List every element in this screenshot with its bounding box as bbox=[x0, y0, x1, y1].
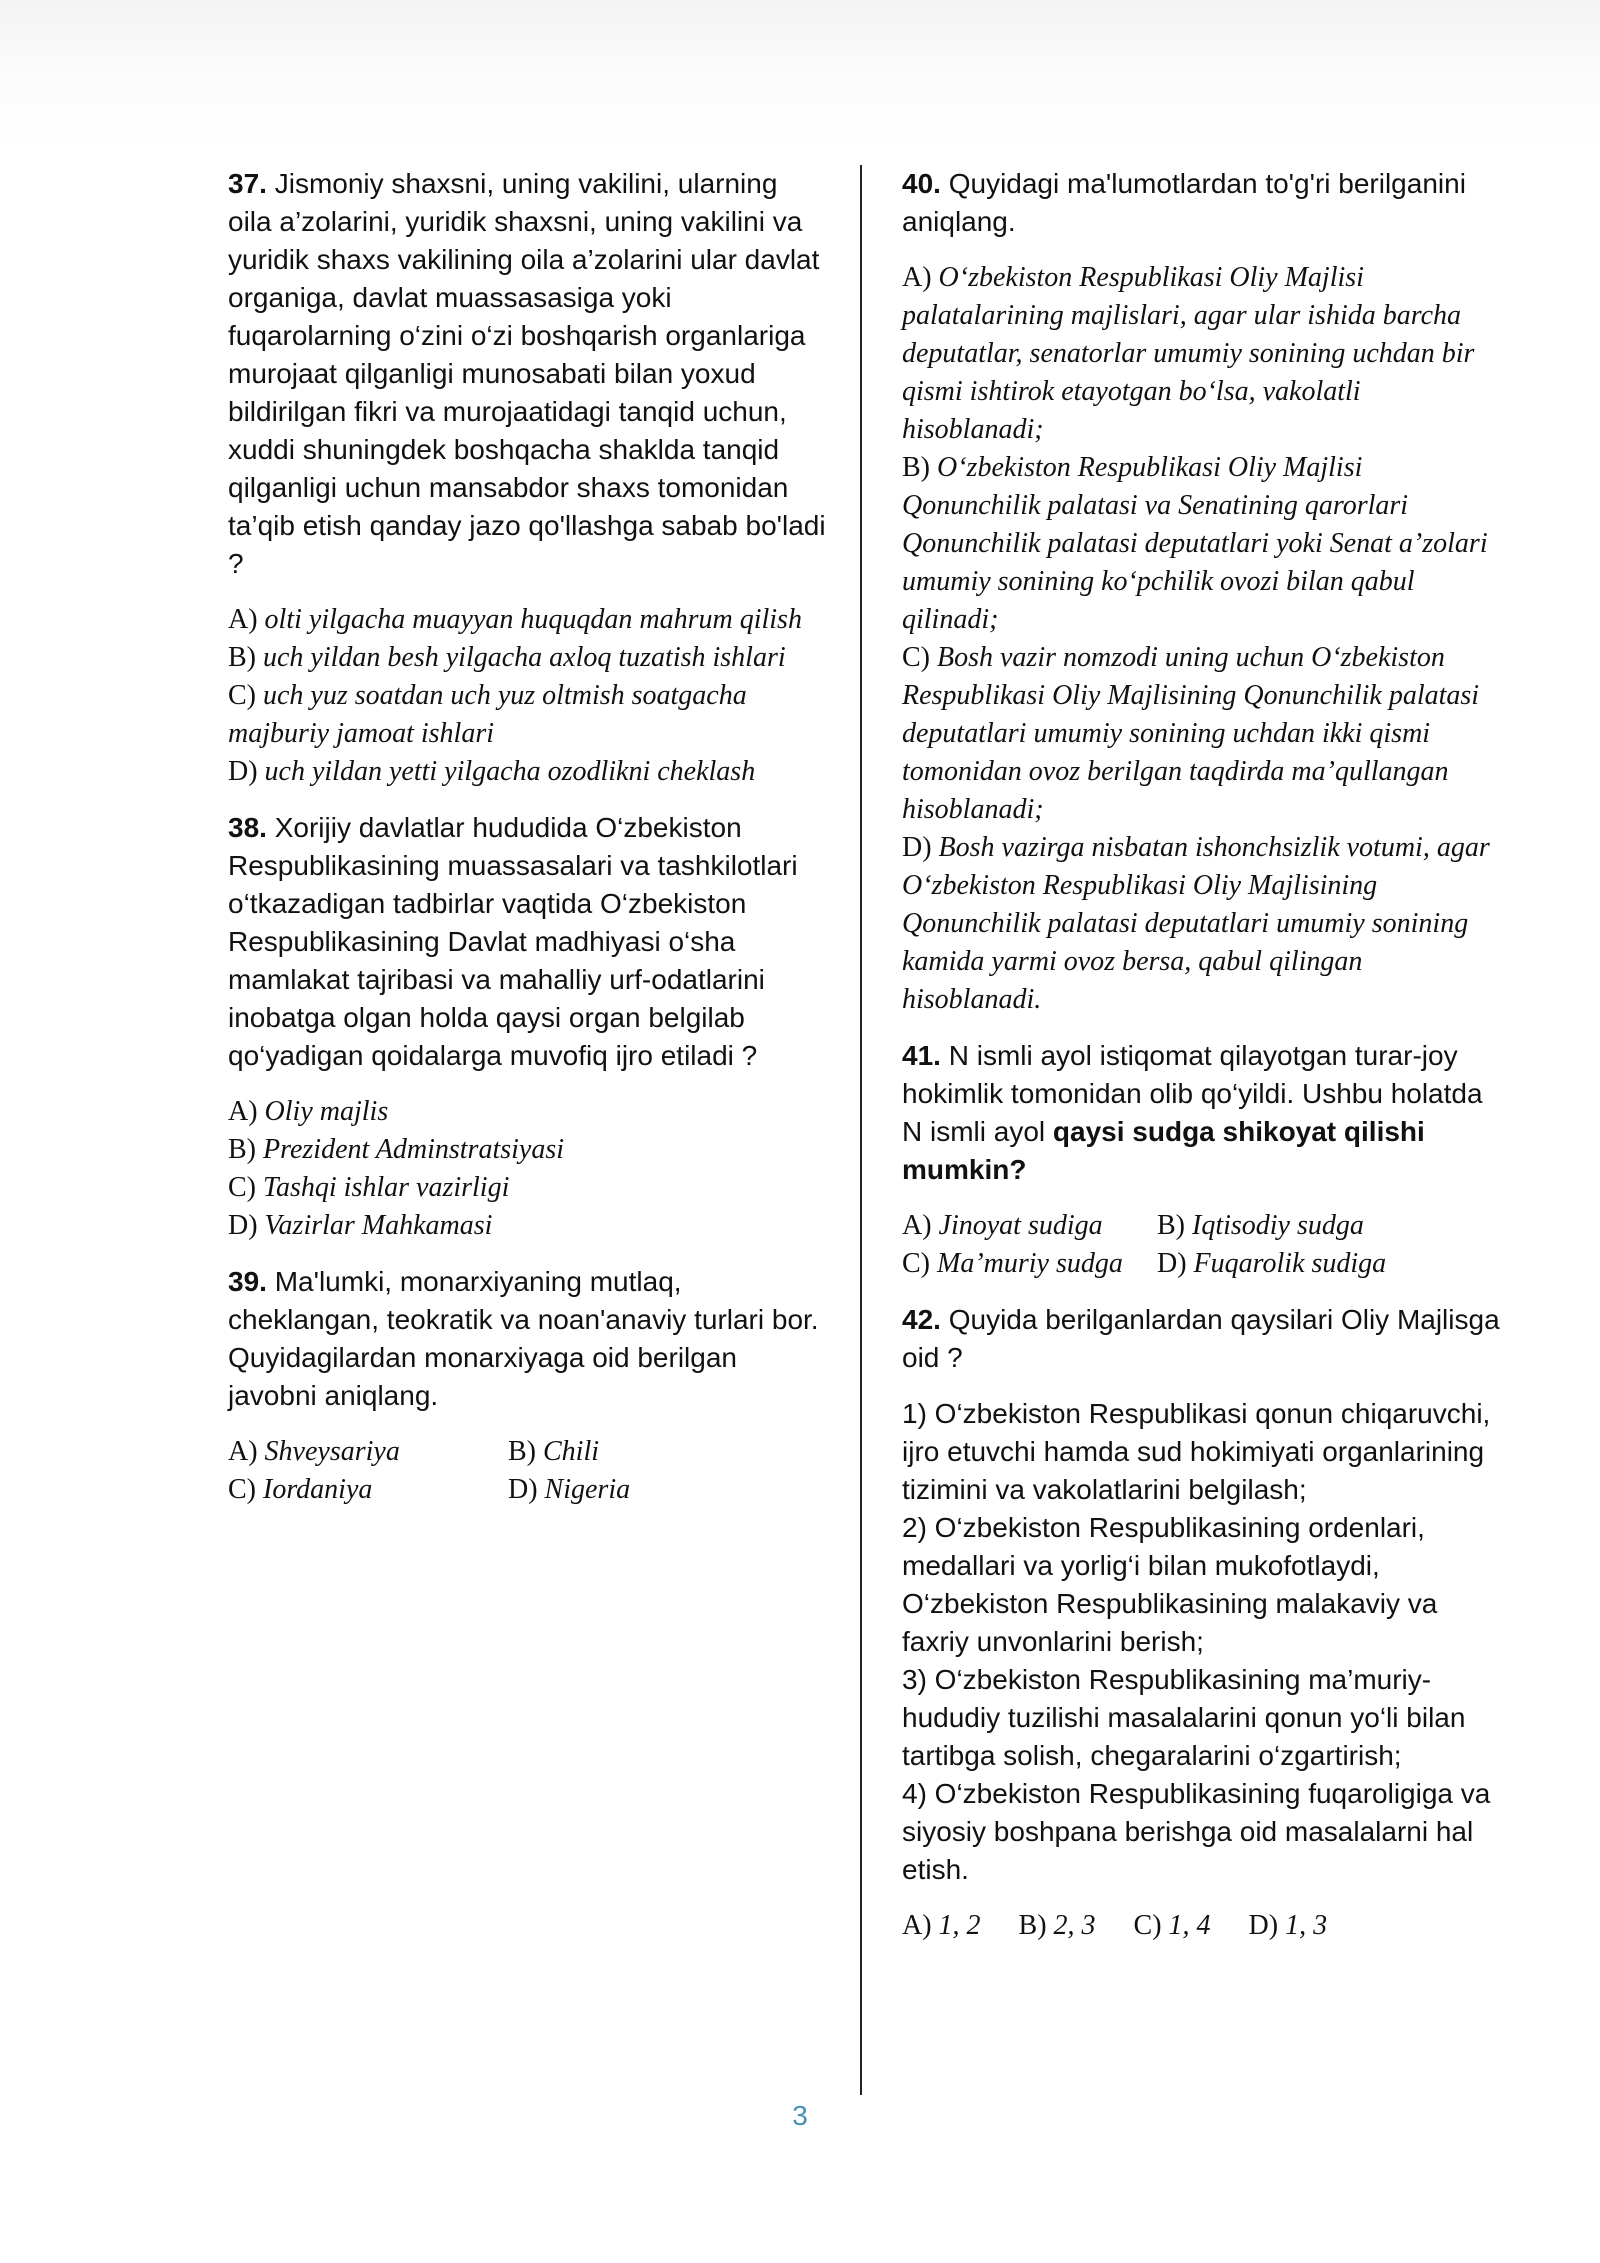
option-a: A) Oliy majlis bbox=[228, 1096, 389, 1127]
question-text: Quyida berilganlardan qaysilari Oliy Majlisga oid ? bbox=[902, 1304, 1500, 1373]
answer-options bbox=[228, 601, 828, 791]
option-c: C) Bosh vazir nomzodi uning uchun O‘zbekiston Respublikasi Oliy Majlisining Qonunchilik palatasi deputatlari umumiy sonining uchdan ikki qismi tomonidan ovoz berilgan taqdirda ma’qullangan hisoblanadi; bbox=[902, 642, 1480, 825]
option-d: D) 1, 3 bbox=[1248, 1910, 1328, 1941]
question-number: 41. bbox=[902, 1040, 941, 1071]
statement-item: 4) O‘zbekiston Respublikasining fuqaroligiga va siyosiy boshpana berishga oid masalalarni hal etish. bbox=[902, 1778, 1491, 1885]
question-number: 38. bbox=[228, 812, 267, 843]
option-c: C) Ma’muriy sudga bbox=[902, 1248, 1123, 1279]
question-text: Quyidagi ma'lumotlardan to'g'ri berilganini aniqlang. bbox=[902, 168, 1466, 237]
question-40 bbox=[902, 165, 1502, 1019]
option-d: D) Fuqarolik sudiga bbox=[1157, 1248, 1387, 1279]
option-a: A) Shveysariya bbox=[228, 1436, 400, 1467]
column-divider bbox=[860, 165, 862, 2095]
option-b: B) O‘zbekiston Respublikasi Oliy Majlisi Qonunchilik palatasi va Senatining qarorlari Qonunchilik palatasi deputatlari yoki Senat a’zolari umumiy sonining ko‘pchilik ovozi bilan qabul qilinadi; bbox=[902, 452, 1488, 635]
question-number: 39. bbox=[228, 1266, 267, 1297]
option-b: B) Iqtisodiy sudga bbox=[1157, 1210, 1364, 1241]
option-d: D) Nigeria bbox=[508, 1474, 631, 1505]
statement-item: 3) O‘zbekiston Respublikasining ma’muriy-hududiy tuzilishi masalalarini qonun yo‘li bilan tartibga solish, chegaralarini o‘zgartirish; bbox=[902, 1664, 1466, 1771]
answer-options bbox=[902, 259, 1502, 1019]
option-a: A) olti yilgacha muayyan huquqdan mahrum qilish bbox=[228, 604, 802, 635]
question-number: 42. bbox=[902, 1304, 941, 1335]
statement-item: 2) O‘zbekiston Respublikasining ordenlari, medallari va yorlig‘i bilan mukofotlaydi, O‘zbekiston Respublikasining malakaviy va faxriy unvonlarini berish; bbox=[902, 1512, 1438, 1657]
question-37 bbox=[228, 165, 828, 791]
option-b: B) uch yildan besh yilgacha axloq tuzatish ishlari bbox=[228, 642, 786, 673]
question-text: Jismoniy shaxsni, uning vakilini, ularning oila a’zolarini, yuridik shaxsni, uning vakilini va yuridik shaxs vakilining oila a’zolarini ular davlat organiga, davlat muassasasiga yoki fuqarolarning o‘zini o‘zi boshqarish organlariga murojaat qilganligi munosabati bilan yoxud bildirilgan fikri va murojaatidagi tanqid uchun, xuddi shuningdek boshqacha shaklda tanqid qilganligi uchun mansabdor shaxs tomonidan ta’qib etish qanday jazo qo'llashga sabab bo'ladi ? bbox=[228, 168, 826, 579]
option-c: C) Iordaniya bbox=[228, 1474, 373, 1505]
option-d: D) Bosh vazirga nisbatan ishonchsizlik votumi, agar O‘zbekiston Respublikasi Oliy Majlisining Qonunchilik palatasi deputatlari umumiy sonining kamida yarmi ovoz bersa, qabul qilingan hisoblanadi. bbox=[902, 832, 1490, 1015]
question-number: 40. bbox=[902, 168, 941, 199]
question-number: 37. bbox=[228, 168, 267, 199]
option-d: D) uch yildan yetti yilgacha ozodlikni cheklash bbox=[228, 756, 756, 787]
scan-shadow bbox=[0, 0, 1600, 150]
option-b: B) 2, 3 bbox=[1018, 1910, 1096, 1941]
option-a: A) Jinoyat sudiga bbox=[902, 1210, 1103, 1241]
question-41 bbox=[902, 1037, 1502, 1283]
option-a: A) O‘zbekiston Respublikasi Oliy Majlisi palatalarining majlislari, agar ular ishida barcha deputatlar, senatorlar umumiy sonining uchdan bir qismi ishtirok etayotgan bo‘lsa, vakolatli hisoblanadi; bbox=[902, 262, 1475, 445]
answer-options bbox=[902, 1907, 1502, 1945]
question-text: Xorijiy davlatlar hududida O‘zbekiston Respublikasining muassasalari va tashkilotlari o‘tkazadigan tadbirlar vaqtida O‘zbekiston Respublikasining Davlat madhiyasi o‘sha mamlakat tajribasi va mahalliy urf-odatlarini inobatga olgan holda qaysi organ belgilab qo‘yadigan qoidalarga muvofiq ijro etiladi ? bbox=[228, 812, 798, 1071]
question-39 bbox=[228, 1263, 828, 1509]
option-d: D) Vazirlar Mahkamasi bbox=[228, 1210, 493, 1241]
right-column bbox=[902, 165, 1502, 1963]
statement-list bbox=[902, 1395, 1502, 1889]
question-text: N ismli ayol istiqomat qilayotgan turar-joy hokimlik tomonidan olib qo‘yildi. Ushbu holatda N ismli ayol bbox=[902, 1040, 1483, 1147]
question-42 bbox=[902, 1301, 1502, 1945]
option-c: C) Tashqi ishlar vazirligi bbox=[228, 1172, 510, 1203]
question-38 bbox=[228, 809, 828, 1245]
option-b: B) Chili bbox=[508, 1436, 600, 1467]
statement-item: 1) O‘zbekiston Respublikasi qonun chiqaruvchi, ijro etuvchi hamda sud hokimiyati organlarining tizimini va vakolatlarini belgilash; bbox=[902, 1398, 1491, 1505]
question-emphasis: qaysi sudga shikoyat qilishi mumkin? bbox=[902, 1116, 1425, 1185]
answer-options bbox=[902, 1207, 1502, 1283]
option-a: A) 1, 2 bbox=[902, 1910, 981, 1941]
answer-options bbox=[228, 1433, 828, 1509]
left-column bbox=[228, 165, 828, 1527]
option-c: C) 1, 4 bbox=[1133, 1910, 1211, 1941]
option-c: C) uch yuz soatdan uch yuz oltmish soatgacha majburiy jamoat ishlari bbox=[228, 680, 747, 749]
page-number: 3 bbox=[792, 2100, 808, 2131]
answer-options bbox=[228, 1093, 828, 1245]
question-text: Ma'lumki, monarxiyaning mutlaq, cheklangan, teokratik va noan'anaviy turlari bor. Quyidagilardan monarxiyaga oid berilgan javobni aniqlang. bbox=[228, 1266, 819, 1411]
option-b: B) Prezident Adminstratsiyasi bbox=[228, 1134, 564, 1165]
